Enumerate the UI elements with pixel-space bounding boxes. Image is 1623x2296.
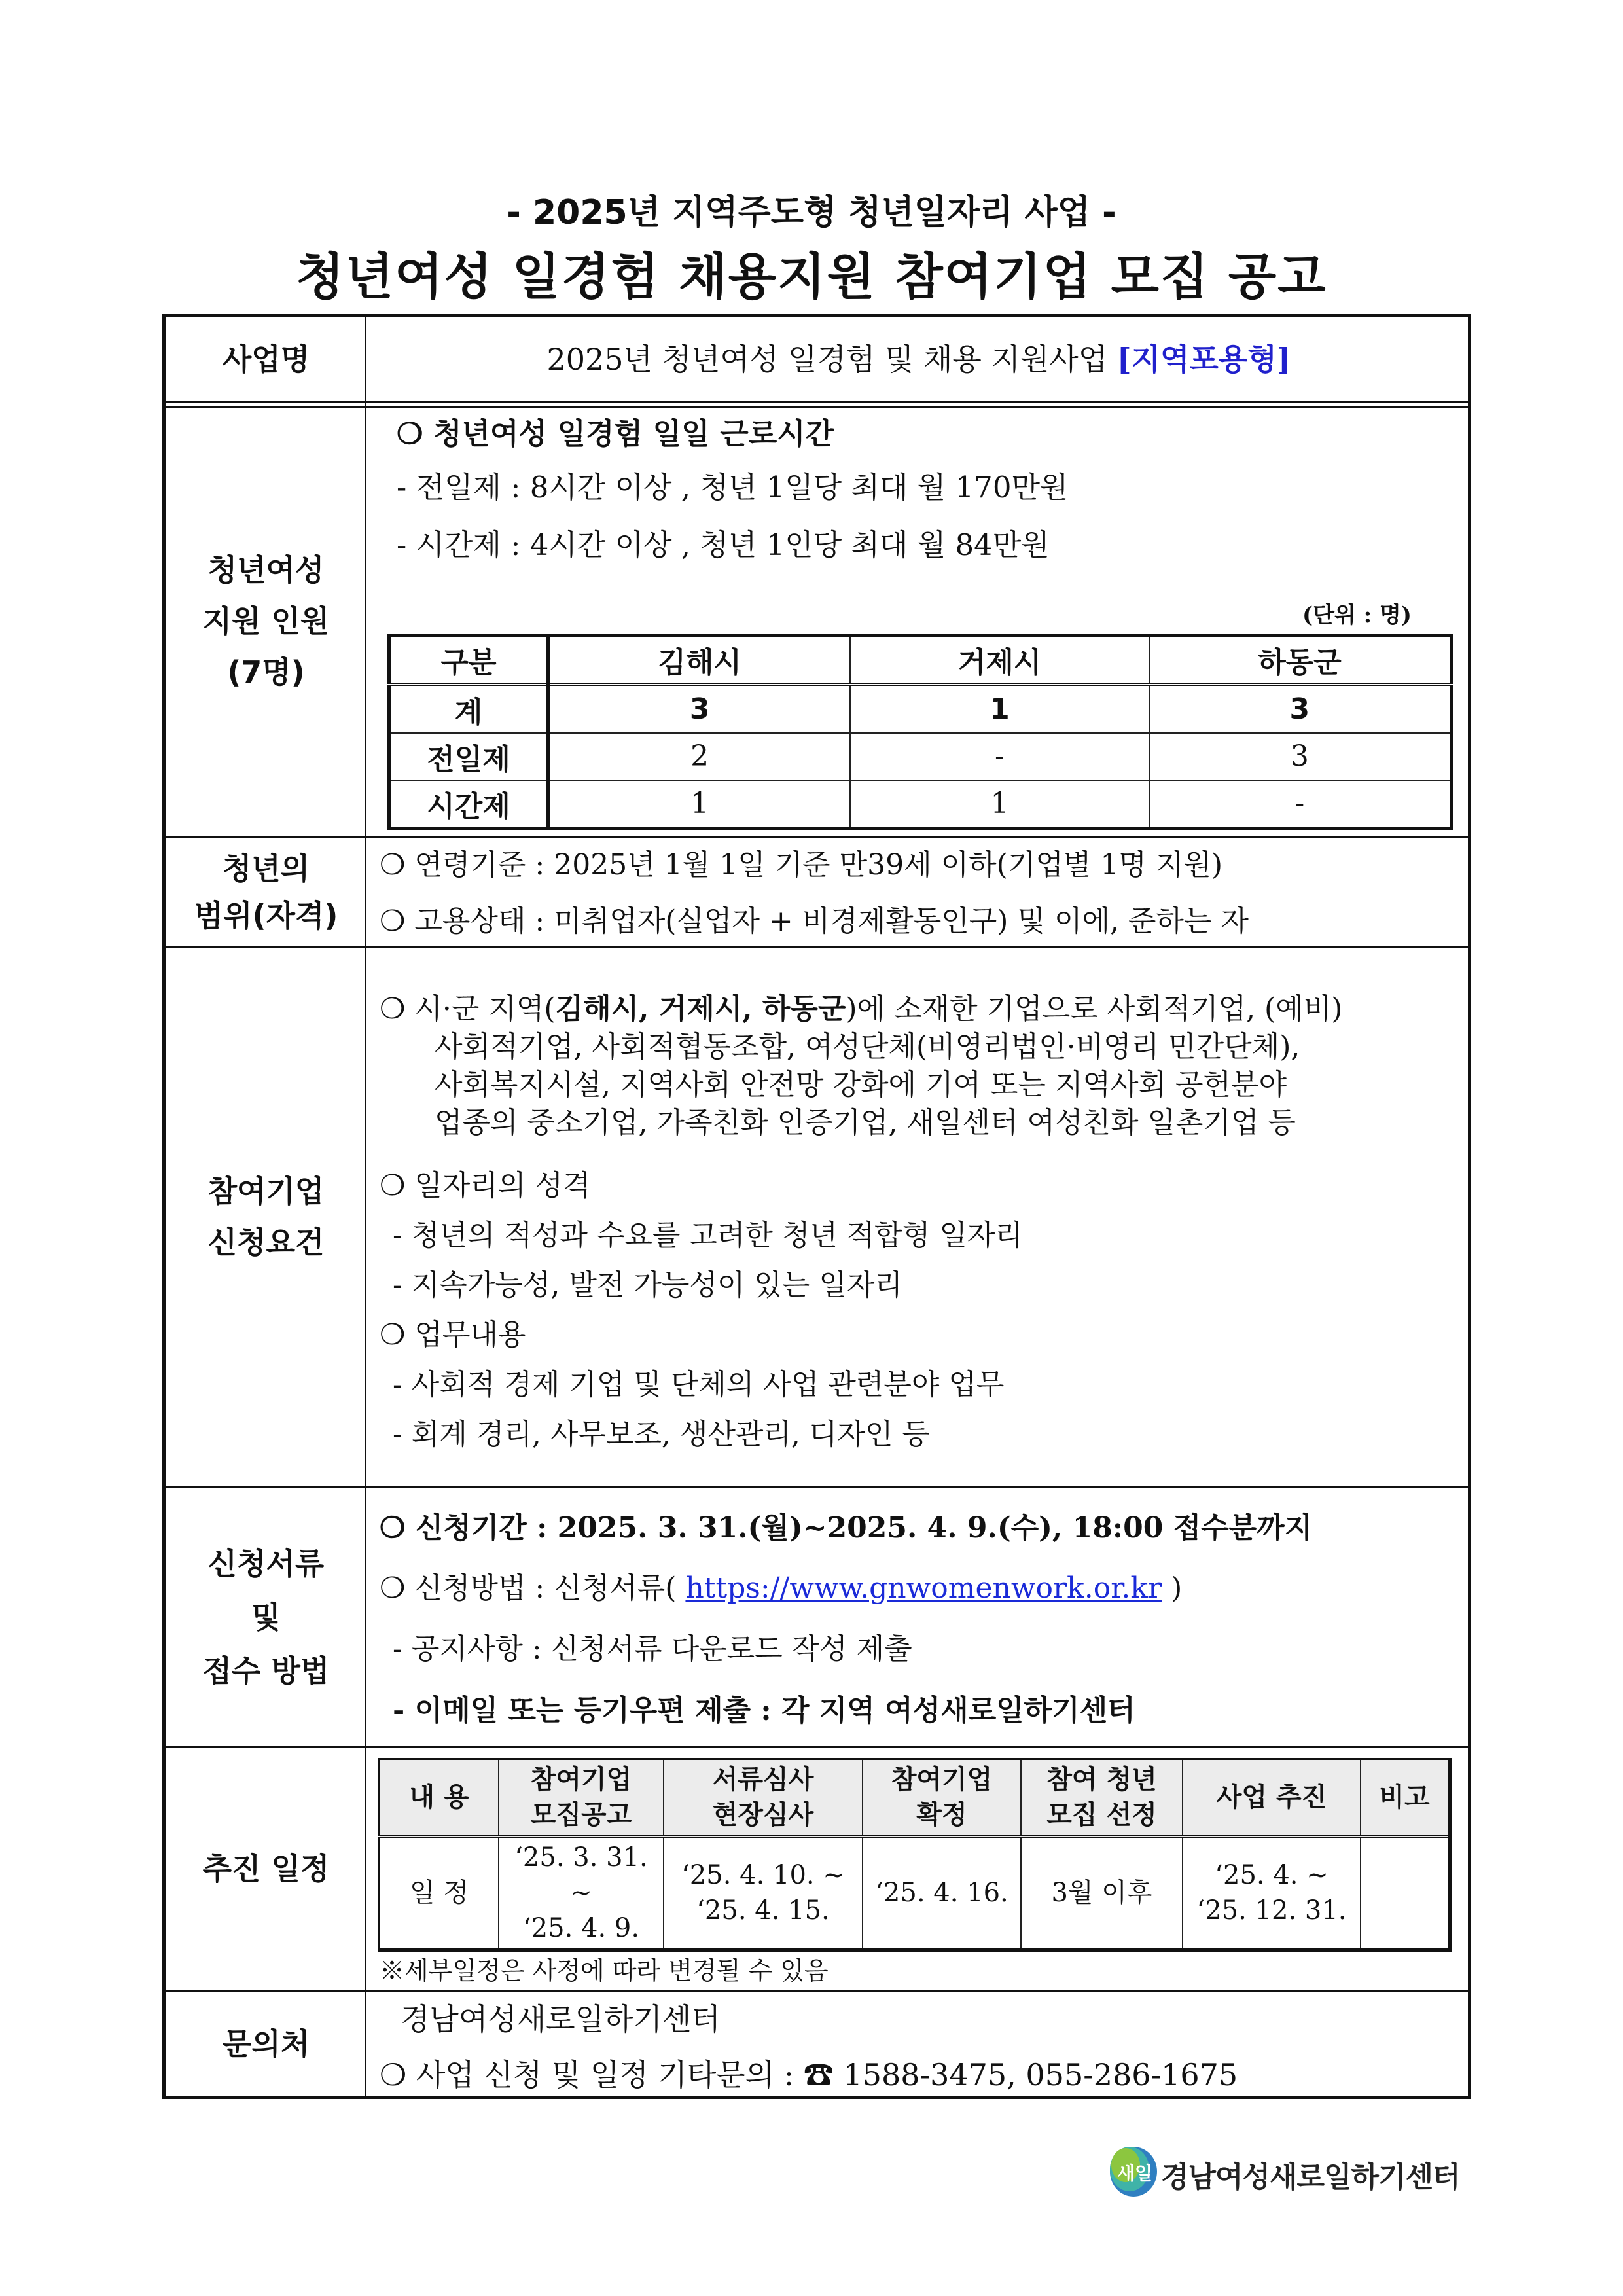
table-header-cell: 서류심사 현장심사 xyxy=(664,1759,863,1837)
contact-org: 경남여성새로일하기센터 xyxy=(401,2001,721,2037)
center-logo-icon xyxy=(1107,2143,1162,2198)
region-detail-line: 사회적기업, 사회적협동조합, 여성단체(비영리법인·비영리 민간단체), xyxy=(435,1030,1300,1064)
page-title: 청년여성 일경험 채용지원 참여기업 모집 공고 xyxy=(296,247,1327,306)
table-header-cell: 거제시 xyxy=(850,636,1149,685)
age-criteria-line: ❍ 연령기준 : 2025년 1월 1일 기준 만39세 이하(기업별 1명 지원) xyxy=(380,848,1222,882)
center-logo xyxy=(1107,2139,1460,2204)
table-header-cell: 사업 추진 xyxy=(1183,1759,1361,1837)
row-header-cell: 일 정 xyxy=(380,1837,499,1950)
work-content-line: - 회계 경리, 사무보조, 생산관리, 디자인 등 xyxy=(393,1418,930,1451)
table-cell: 1 xyxy=(850,780,1149,829)
table-cell: - xyxy=(850,733,1149,780)
region-line: ❍ 시·군 지역(김해시, 거제시, 하동군)에 소재한 기업으로 사회적기업, (예비) xyxy=(380,992,1343,1026)
website-link[interactable]: https://www.gnwomenwork.or.kr xyxy=(685,1571,1162,1605)
table-row xyxy=(389,685,1452,733)
schedule-note: ※세부일정은 사정에 따라 변경될 수 있음 xyxy=(380,1956,829,1985)
schedule-label: 추진 일정 xyxy=(202,1851,330,1886)
table-header-cell: 구분 xyxy=(389,636,548,685)
staff-allocation-table xyxy=(387,634,1453,830)
business-type-tag: [지역포용형] xyxy=(1116,342,1291,377)
support-count-label: 청년여성 지원 인원 (7명) xyxy=(202,552,330,690)
eligibility-label: 청년의 범위(자격) xyxy=(194,850,338,933)
table-cell: 1 xyxy=(548,780,851,829)
region-detail-line: 사회복지시설, 지역사회 안전망 강화에 기여 또는 지역사회 공헌분야 xyxy=(435,1068,1287,1102)
table-cell: ‘25. 3. 31. ~ ‘25. 4. 9. xyxy=(499,1837,664,1950)
part-time-line: - 시간제 : 4시간 이상 , 청년 1인당 최대 월 84만원 xyxy=(397,528,1050,562)
table-row xyxy=(380,1837,1450,1950)
table-cell: 2 xyxy=(548,733,851,780)
table-row xyxy=(389,733,1452,780)
business-name-label: 사업명 xyxy=(222,342,310,377)
job-nature-line: - 지속가능성, 발전 가능성이 있는 일자리 xyxy=(393,1268,902,1302)
employment-status-line: ❍ 고용상태 : 미취업자(실업자 + 비경제활동인구) 및 이에, 준하는 자 xyxy=(380,905,1249,938)
requirements-label: 참여기업 신청요건 xyxy=(207,1174,325,1260)
row-header-cell: 계 xyxy=(389,685,548,733)
table-cell xyxy=(1361,1837,1450,1950)
contact-line: ❍ 사업 신청 및 일정 기타문의 : ☎ 1588-3475, 055-286-1675 xyxy=(380,2057,1238,2092)
application-period: ❍ 신청기간 : 2025. 3. 31.(월)~2025. 4. 9.(수), 18:00 접수분까지 xyxy=(380,1511,1313,1545)
submission-line: - 이메일 또는 등기우편 제출 : 각 지역 여성새로일하기센터 xyxy=(393,1694,1135,1727)
table-header-row xyxy=(380,1759,1450,1837)
table-header-cell: 참여기업 모집공고 xyxy=(499,1759,664,1837)
business-name-text: 2025년 청년여성 일경험 및 채용 지원사업 xyxy=(546,342,1108,377)
notice-line: - 공지사항 : 신청서류 다운로드 작성 제출 xyxy=(393,1632,912,1666)
table-header-cell: 하동군 xyxy=(1149,636,1452,685)
table-cell: - xyxy=(1149,780,1452,829)
row-header-cell: 시간제 xyxy=(389,780,548,829)
table-cell: 3 xyxy=(548,685,851,733)
job-nature-line: - 청년의 적성과 수요를 고려한 청년 적합형 일자리 xyxy=(393,1219,1023,1252)
logo-text: 경남여성새로일하기센터 xyxy=(1161,2161,1460,2194)
region-detail-line: 업종의 중소기업, 가족친화 인증기업, 새일센터 여성친화 일촌기업 등 xyxy=(435,1106,1296,1139)
table-header-row xyxy=(389,636,1452,685)
job-nature-heading: ❍ 일자리의 성격 xyxy=(380,1169,591,1202)
table-cell: 3월 이후 xyxy=(1021,1837,1183,1950)
work-content-line: - 사회적 경제 기업 및 단체의 사업 관련분야 업무 xyxy=(393,1368,1005,1401)
table-cell: ‘25. 4. 16. xyxy=(863,1837,1021,1950)
contact-label: 문의처 xyxy=(222,2026,310,2062)
schedule-table xyxy=(378,1758,1452,1952)
work-content-heading: ❍ 업무내용 xyxy=(380,1318,526,1352)
table-cell: 1 xyxy=(850,685,1149,733)
business-name-value xyxy=(366,340,1471,379)
table-row xyxy=(389,780,1452,829)
row-divider xyxy=(162,401,1471,403)
table-cell: ‘25. 4. 10. ~ ‘25. 4. 15. xyxy=(664,1837,863,1950)
table-header-cell: 비고 xyxy=(1361,1759,1450,1837)
table-header-cell: 김해시 xyxy=(548,636,851,685)
table-cell: ‘25. 4. ~ ‘25. 12. 31. xyxy=(1183,1837,1361,1950)
table-header-cell: 내 용 xyxy=(380,1759,499,1837)
region-names: 김해시, 거제시, 하동군 xyxy=(555,992,846,1026)
unit-note: (단위 : 명) xyxy=(1302,602,1412,628)
table-cell: 3 xyxy=(1149,733,1452,780)
table-cell: 3 xyxy=(1149,685,1452,733)
work-hours-heading: ❍ 청년여성 일경험 일일 근로시간 xyxy=(397,416,834,451)
application-method: ❍ 신청방법 : 신청서류( https://www.gnwomenwork.or.kr ) xyxy=(380,1571,1183,1605)
page-subtitle: - 2025년 지역주도형 청년일자리 사업 - xyxy=(507,193,1116,232)
logo-mark-text: 새일 xyxy=(1116,2162,1153,2184)
table-header-cell: 참여기업 확정 xyxy=(863,1759,1021,1837)
row-header-cell: 전일제 xyxy=(389,733,548,780)
table-header-cell: 참여 청년 모집 선정 xyxy=(1021,1759,1183,1837)
application-label: 신청서류 및 접수 방법 xyxy=(202,1545,330,1689)
full-time-line: - 전일제 : 8시간 이상 , 청년 1일당 최대 월 170만원 xyxy=(397,470,1069,505)
